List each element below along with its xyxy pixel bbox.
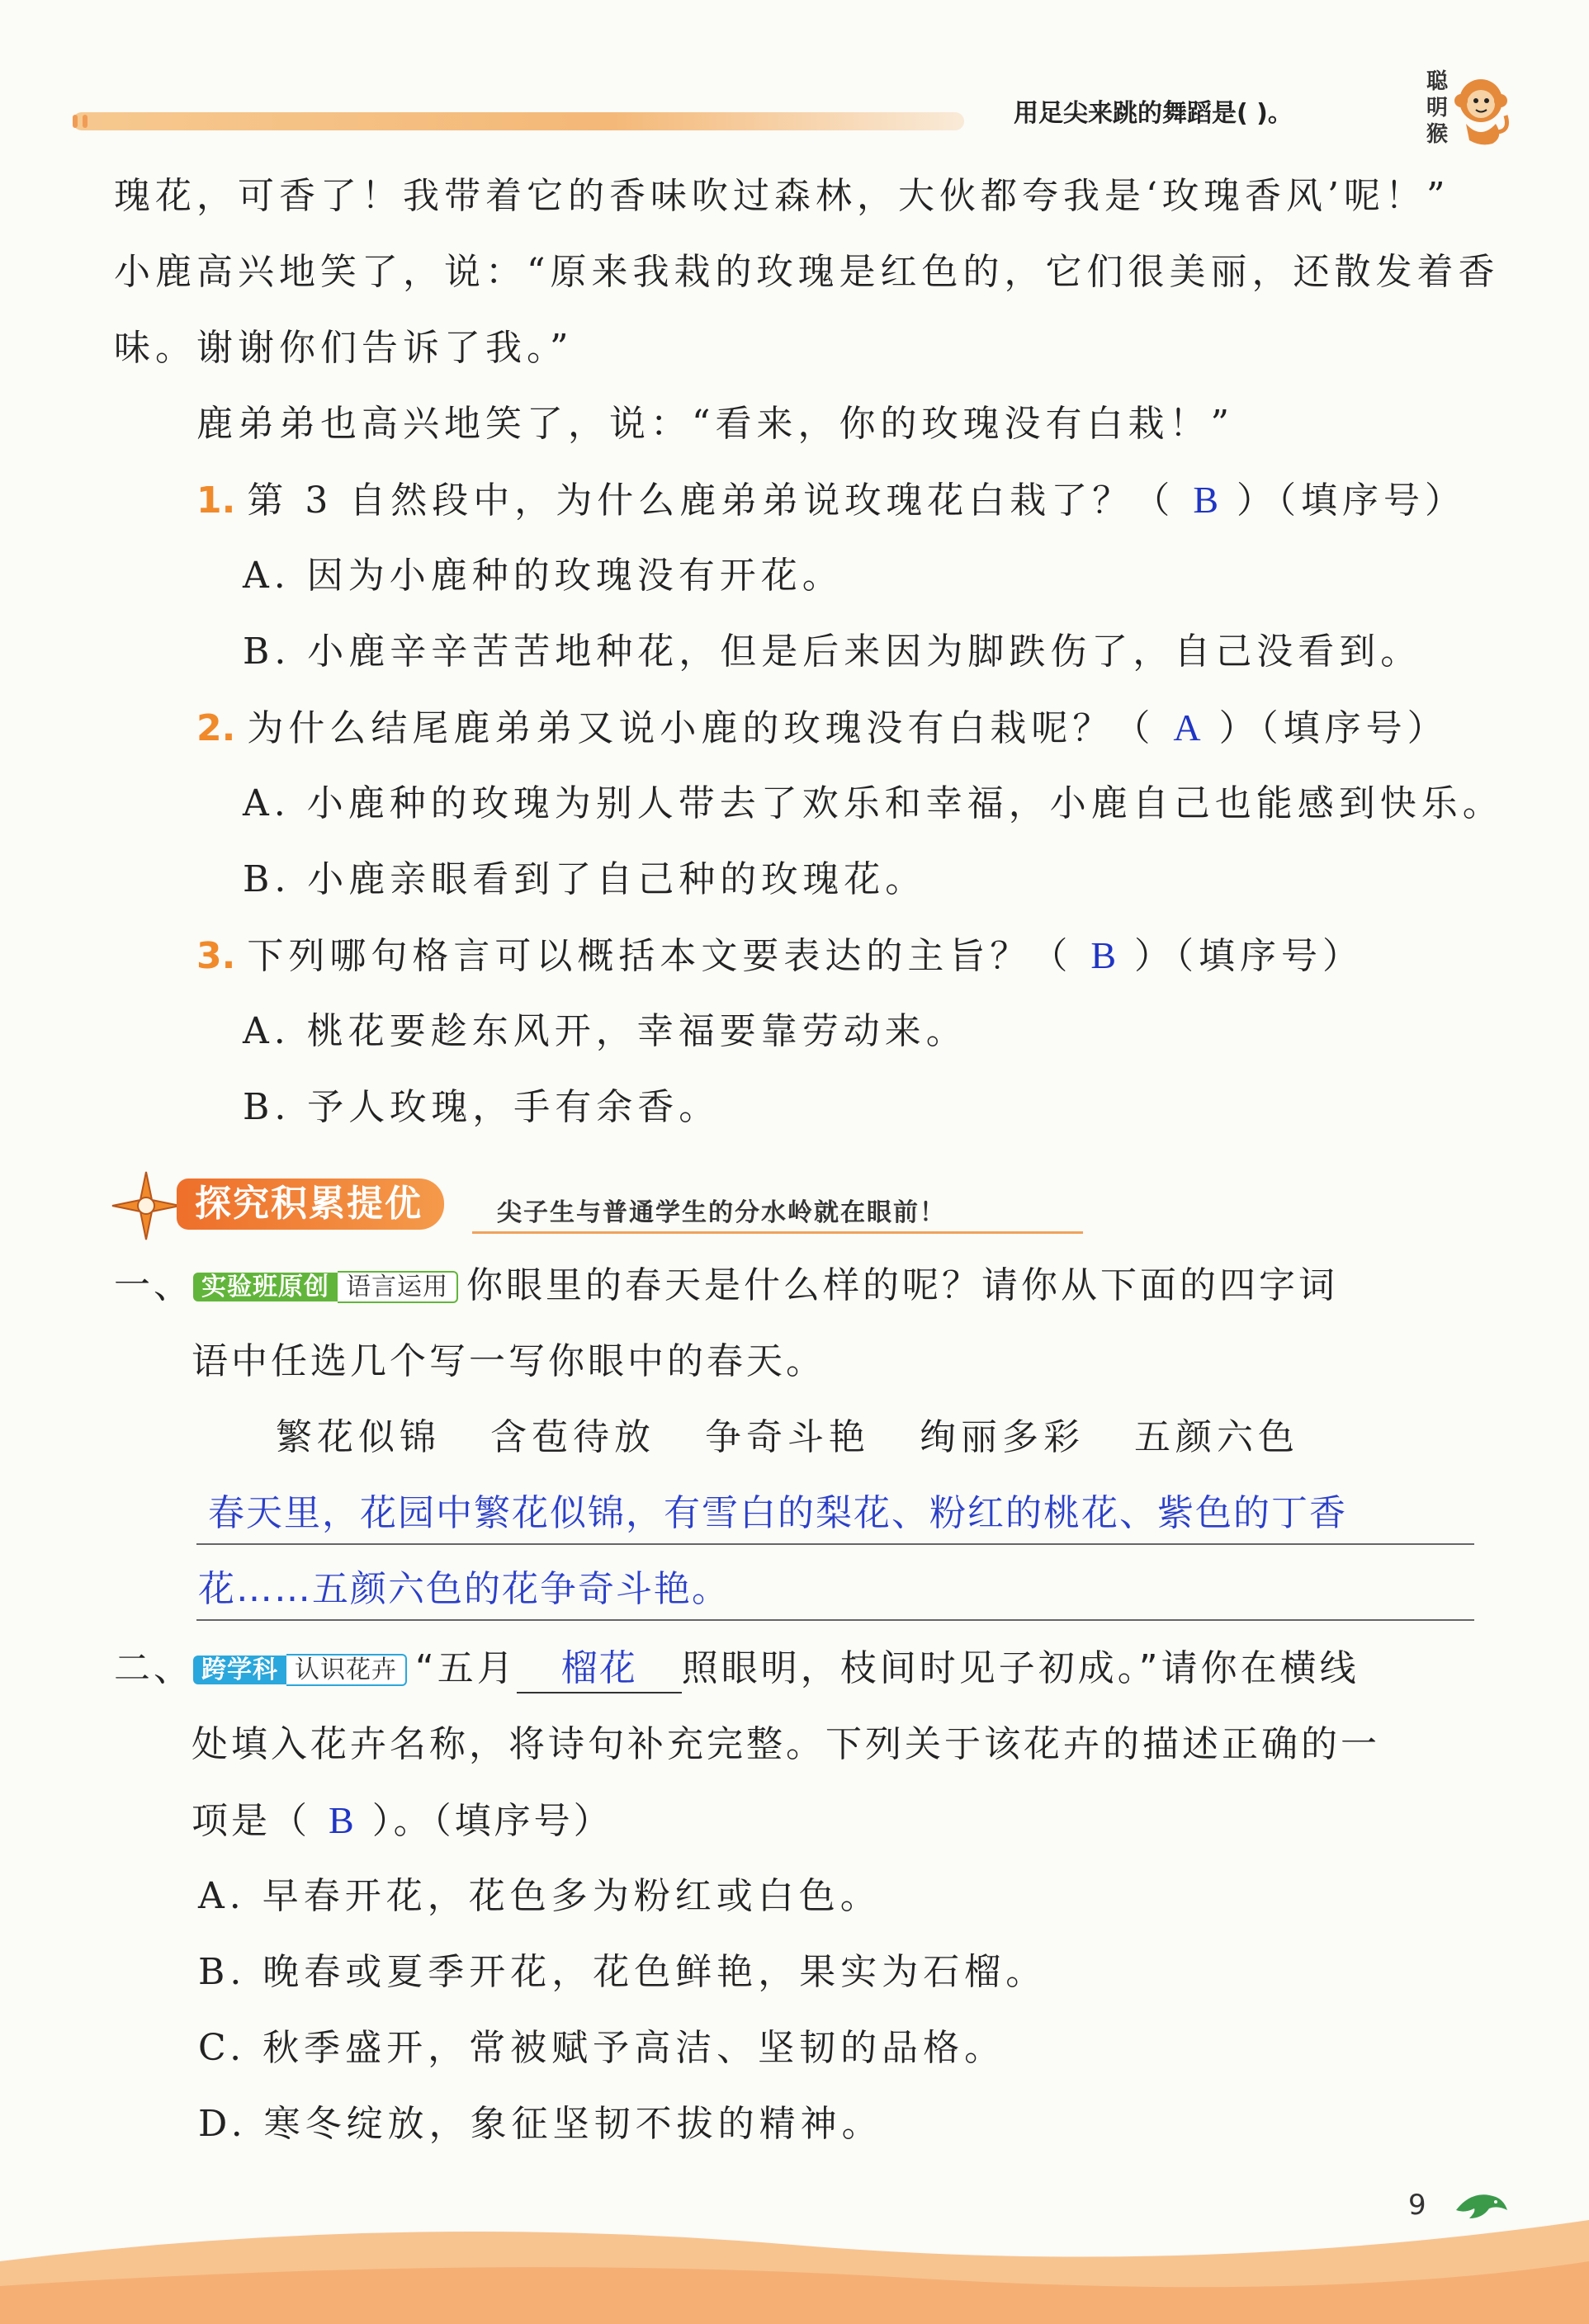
part-1-tag-sub: 语言运用 bbox=[338, 1271, 458, 1303]
footer-wave bbox=[0, 2162, 1589, 2324]
brand-char-1: 聪 bbox=[1426, 69, 1449, 94]
part-1-line-1 bbox=[114, 1263, 1338, 1309]
question-3-answer: B bbox=[1090, 934, 1117, 976]
part-2-tag bbox=[193, 1651, 407, 1689]
question-3-number: 3. bbox=[196, 935, 236, 977]
question-2-option-a: A. 小鹿种的玫瑰为别人带去了欢乐和幸福，小鹿自己也能感到快乐。 bbox=[243, 782, 1504, 824]
question-1-option-a: A. 因为小鹿种的玫瑰没有开花。 bbox=[243, 555, 844, 597]
question-1-option-b: B. 小鹿辛辛苦苦地种花，但是后来因为脚跌伤了，自己没看到。 bbox=[243, 631, 1422, 673]
section-title: 探究积累提优 bbox=[177, 1179, 444, 1230]
question-3-text: 下列哪句格言可以概括本文要表达的主旨？（ bbox=[247, 935, 1073, 977]
part-1-prompt-2: 语中任选几个写一写你眼中的春天。 bbox=[192, 1340, 825, 1382]
part-2-tag-sub: 认识花卉 bbox=[286, 1654, 407, 1686]
header-bar bbox=[73, 112, 964, 130]
word-2: 含苞待放 bbox=[490, 1416, 655, 1458]
brand-char-2: 明 bbox=[1426, 96, 1449, 120]
question-2-answer: A bbox=[1173, 706, 1201, 749]
question-1-answer: B bbox=[1193, 479, 1218, 521]
part-1-answer-line-2: 花……五颜六色的花争奇斗艳。 bbox=[198, 1568, 730, 1610]
writing-line-2 bbox=[196, 1619, 1474, 1621]
part-2-prompt-1b: 照眼明，枝间时见子初成。”请你在横线 bbox=[681, 1647, 1360, 1689]
part-1-answer-line-1: 春天里，花园中繁花似锦，有雪白的梨花、粉红的桃花、紫色的丁香 bbox=[208, 1492, 1347, 1534]
question-3 bbox=[196, 933, 1364, 980]
question-1-number: 1. bbox=[196, 479, 236, 522]
word-3: 争奇斗艳 bbox=[705, 1416, 870, 1458]
question-3-option-b: B. 予人玫瑰，手有余香。 bbox=[243, 1086, 721, 1128]
compass-star-icon bbox=[109, 1169, 183, 1243]
section-subtitle: 尖子生与普通学生的分水岭就在眼前！ bbox=[497, 1198, 946, 1227]
word-5: 五颜六色 bbox=[1134, 1416, 1299, 1458]
part-1-prompt-1: 你眼里的春天是什么样的呢？请你从下面的四字词 bbox=[466, 1264, 1338, 1306]
part-2-answer: B bbox=[329, 1799, 354, 1841]
part-2-tag-main: 跨学科 bbox=[193, 1656, 286, 1684]
part-2-prompt-2: 处填入花卉名称，将诗句补充完整。下列关于该花卉的描述正确的一 bbox=[192, 1723, 1380, 1765]
brand-logo bbox=[1413, 58, 1512, 149]
passage-line-4: 鹿弟弟也高兴地笑了，说：“看来，你的玫瑰没有白栽！” bbox=[196, 403, 1234, 445]
part-2-option-b: B. 晚春或夏季开花，花色鲜艳，果实为石榴。 bbox=[198, 1951, 1048, 1993]
page-number: 9 bbox=[1408, 2189, 1426, 2222]
writing-line-1 bbox=[196, 1543, 1474, 1545]
question-1-suffix: ）（填序号） bbox=[1237, 479, 1466, 522]
part-1-number: 一、 bbox=[114, 1264, 193, 1306]
part-1-tag-main: 实验班原创 bbox=[193, 1273, 338, 1301]
part-1-tag bbox=[193, 1268, 458, 1306]
part-2-number: 二、 bbox=[114, 1647, 193, 1689]
section-underline bbox=[472, 1231, 1083, 1234]
part-2-option-a: A. 早春开花，花色多为粉红或白色。 bbox=[198, 1875, 882, 1917]
flower-blank: 榴花 bbox=[517, 1646, 682, 1693]
question-1-text: 第 3 自然段中，为什么鹿弟弟说玫瑰花白栽了？（ bbox=[247, 479, 1175, 522]
question-2-suffix: ）（填序号） bbox=[1218, 707, 1449, 749]
header-bar-marks bbox=[73, 112, 106, 130]
passage-line-3: 味。谢谢你们告诉了我。” bbox=[114, 327, 574, 369]
part-2-line-3 bbox=[192, 1797, 613, 1845]
question-2-number: 2. bbox=[196, 707, 236, 749]
part-2-prompt-3b: ）。（填序号） bbox=[371, 1800, 613, 1842]
part-2-prompt-1a: “五月 bbox=[415, 1647, 517, 1689]
question-3-option-a: A. 桃花要趁东风开，幸福要靠劳动来。 bbox=[243, 1010, 967, 1052]
question-2 bbox=[196, 705, 1449, 752]
question-1 bbox=[196, 477, 1466, 524]
passage-line-2: 小鹿高兴地笑了，说：“原来我栽的玫瑰是红色的，它们很美丽，还散发着香 bbox=[114, 251, 1500, 293]
question-2-text: 为什么结尾鹿弟弟又说小鹿的玫瑰没有白栽呢？（ bbox=[247, 707, 1156, 749]
question-2-option-b: B. 小鹿亲眼看到了自己种的玫瑰花。 bbox=[243, 858, 927, 900]
word-1: 繁花似锦 bbox=[276, 1416, 441, 1458]
passage-line-1: 瑰花，可香了！我带着它的香味吹过森林，大伙都夸我是‘玫瑰香风’呢！” bbox=[114, 175, 1450, 217]
question-3-suffix: ）（填序号） bbox=[1134, 935, 1364, 977]
brand-char-3: 猴 bbox=[1426, 122, 1449, 147]
part-2-option-c: C. 秋季盛开，常被赋予高洁、坚韧的品格。 bbox=[198, 2027, 1006, 2069]
section-banner bbox=[109, 1169, 1000, 1243]
part-2-option-d: D. 寒冬绽放，象征坚韧不拔的精神。 bbox=[198, 2103, 883, 2145]
part-2-prompt-3a: 项是（ bbox=[192, 1800, 310, 1842]
dolphin-icon bbox=[1453, 2185, 1511, 2227]
header-riddle: 用足尖来跳的舞蹈是( )。 bbox=[1014, 99, 1293, 128]
part-2-line-1 bbox=[114, 1646, 1360, 1693]
word-4: 绚丽多彩 bbox=[920, 1416, 1085, 1458]
word-list bbox=[276, 1415, 1299, 1461]
